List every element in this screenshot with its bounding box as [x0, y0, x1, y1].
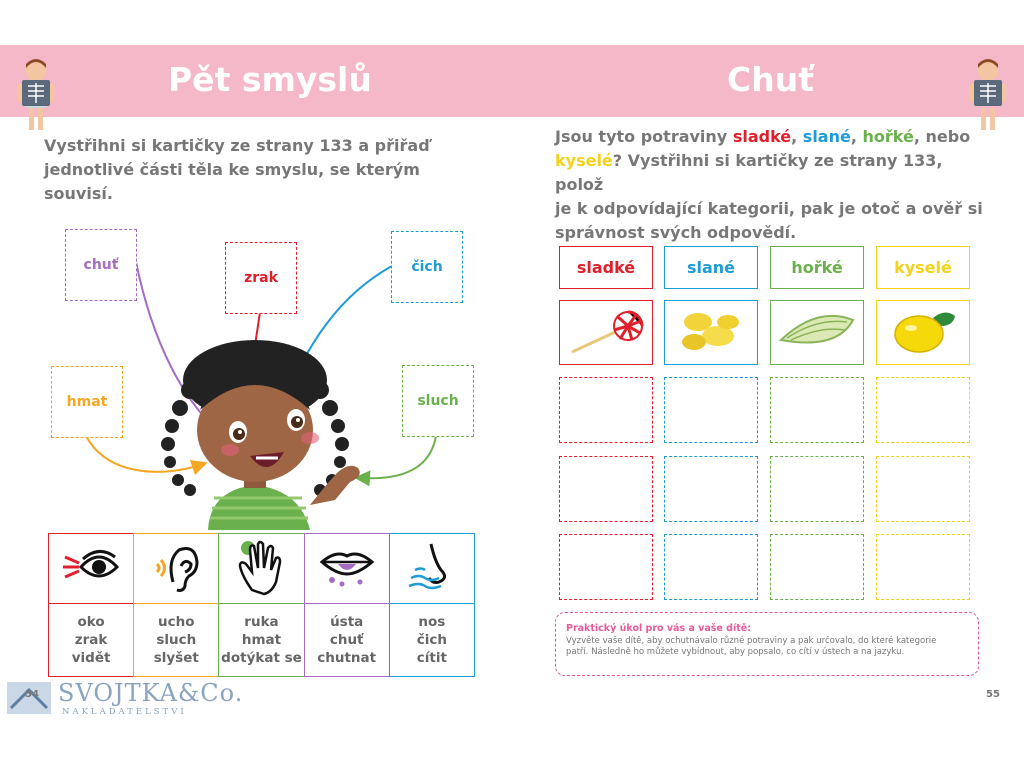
publisher-sub: NAKLADATELSTVÍ [62, 707, 187, 717]
sense-text-cell [48, 603, 134, 677]
right-instruction: Jsou tyto potraviny sladké, slané, hořké, nebo kyselé? Vystřihni si kartičky ze strany 133, polož je k odpovídající kategorii, pak je otoč a ověř si správnost svých odpovědí. [555, 127, 983, 242]
endive-icon [777, 306, 857, 360]
left-instruction: Vystřihni si kartičky ze strany 133 a přiřaď jednotlivé části těla ke smyslu, se kterým souvisí. [44, 136, 430, 203]
category-label: sladké [576, 258, 636, 277]
right-page-number: 55 [986, 689, 1000, 700]
category-header [770, 246, 864, 289]
label-chut: chuť [65, 229, 137, 301]
left-page-title: Pět smyslů [168, 60, 372, 99]
label-sluch: sluch [402, 365, 474, 437]
left-page-number: 54 [25, 689, 39, 700]
empty-card-slot[interactable] [559, 534, 653, 600]
category-header [664, 246, 758, 289]
food-card [770, 300, 864, 365]
hand-icon [234, 538, 288, 600]
sense-icon-cell [218, 533, 304, 604]
tip-text: Vyzvěte vaše dítě, aby ochutnávalo různé potraviny a pak určovalo, do které kategorie patří. Následně ho můžete vybídnout, aby popsalo, co cítí v ústech a na jazyku. [566, 636, 937, 657]
sense-text-cell [304, 603, 390, 677]
sense-icon-cell [389, 533, 475, 604]
empty-card-slot[interactable] [559, 377, 653, 443]
empty-card-slot[interactable] [664, 456, 758, 522]
sense-text-cell [133, 603, 219, 677]
nose-icon [405, 540, 459, 598]
sense-icon-cell [304, 533, 390, 604]
label-hmat: hmat [51, 366, 123, 438]
empty-card-slot[interactable] [664, 377, 758, 443]
food-card [664, 300, 758, 365]
sense-text: ucho sluch slyšet [153, 614, 199, 666]
food-card [876, 300, 970, 365]
right-page-title: Chuť [727, 60, 814, 99]
empty-card-slot[interactable] [876, 377, 970, 443]
empty-card-slot[interactable] [770, 456, 864, 522]
category-label: slané [686, 258, 736, 277]
category-header [876, 246, 970, 289]
girl-illustration [150, 330, 370, 535]
ear-icon [149, 540, 203, 598]
empty-card-slot[interactable] [876, 534, 970, 600]
sense-text-cell [218, 603, 304, 677]
sense-text: nos čich cítit [416, 614, 448, 666]
xray-boy-icon [966, 56, 1010, 134]
chips-icon [676, 306, 746, 360]
category-header [559, 246, 653, 289]
empty-card-slot[interactable] [770, 534, 864, 600]
sense-text: ruka hmat dotýkat se [221, 614, 302, 666]
sense-text: ústa chuť chutnat [317, 614, 377, 666]
lollipop-icon [566, 306, 646, 360]
tip-title: Praktický úkol pro vás a vaše dítě: [566, 623, 751, 634]
empty-card-slot[interactable] [876, 456, 970, 522]
sense-icon-cell [48, 533, 134, 604]
lips-icon [316, 542, 378, 596]
category-label: hořké [791, 258, 843, 277]
lemon-icon [883, 304, 963, 362]
empty-card-slot[interactable] [770, 377, 864, 443]
label-cich: čich [391, 231, 463, 303]
publisher-name: SVOJTKA&Co. [58, 679, 244, 707]
label-zrak: zrak [225, 242, 297, 314]
food-card [559, 300, 653, 365]
sense-icon-cell [133, 533, 219, 604]
tip-box [555, 612, 979, 676]
eye-icon [59, 545, 123, 593]
sense-text: oko zrak vidět [71, 614, 111, 666]
empty-card-slot[interactable] [559, 456, 653, 522]
category-label: kyselé [894, 258, 952, 277]
sense-text-cell [389, 603, 475, 677]
empty-card-slot[interactable] [664, 534, 758, 600]
